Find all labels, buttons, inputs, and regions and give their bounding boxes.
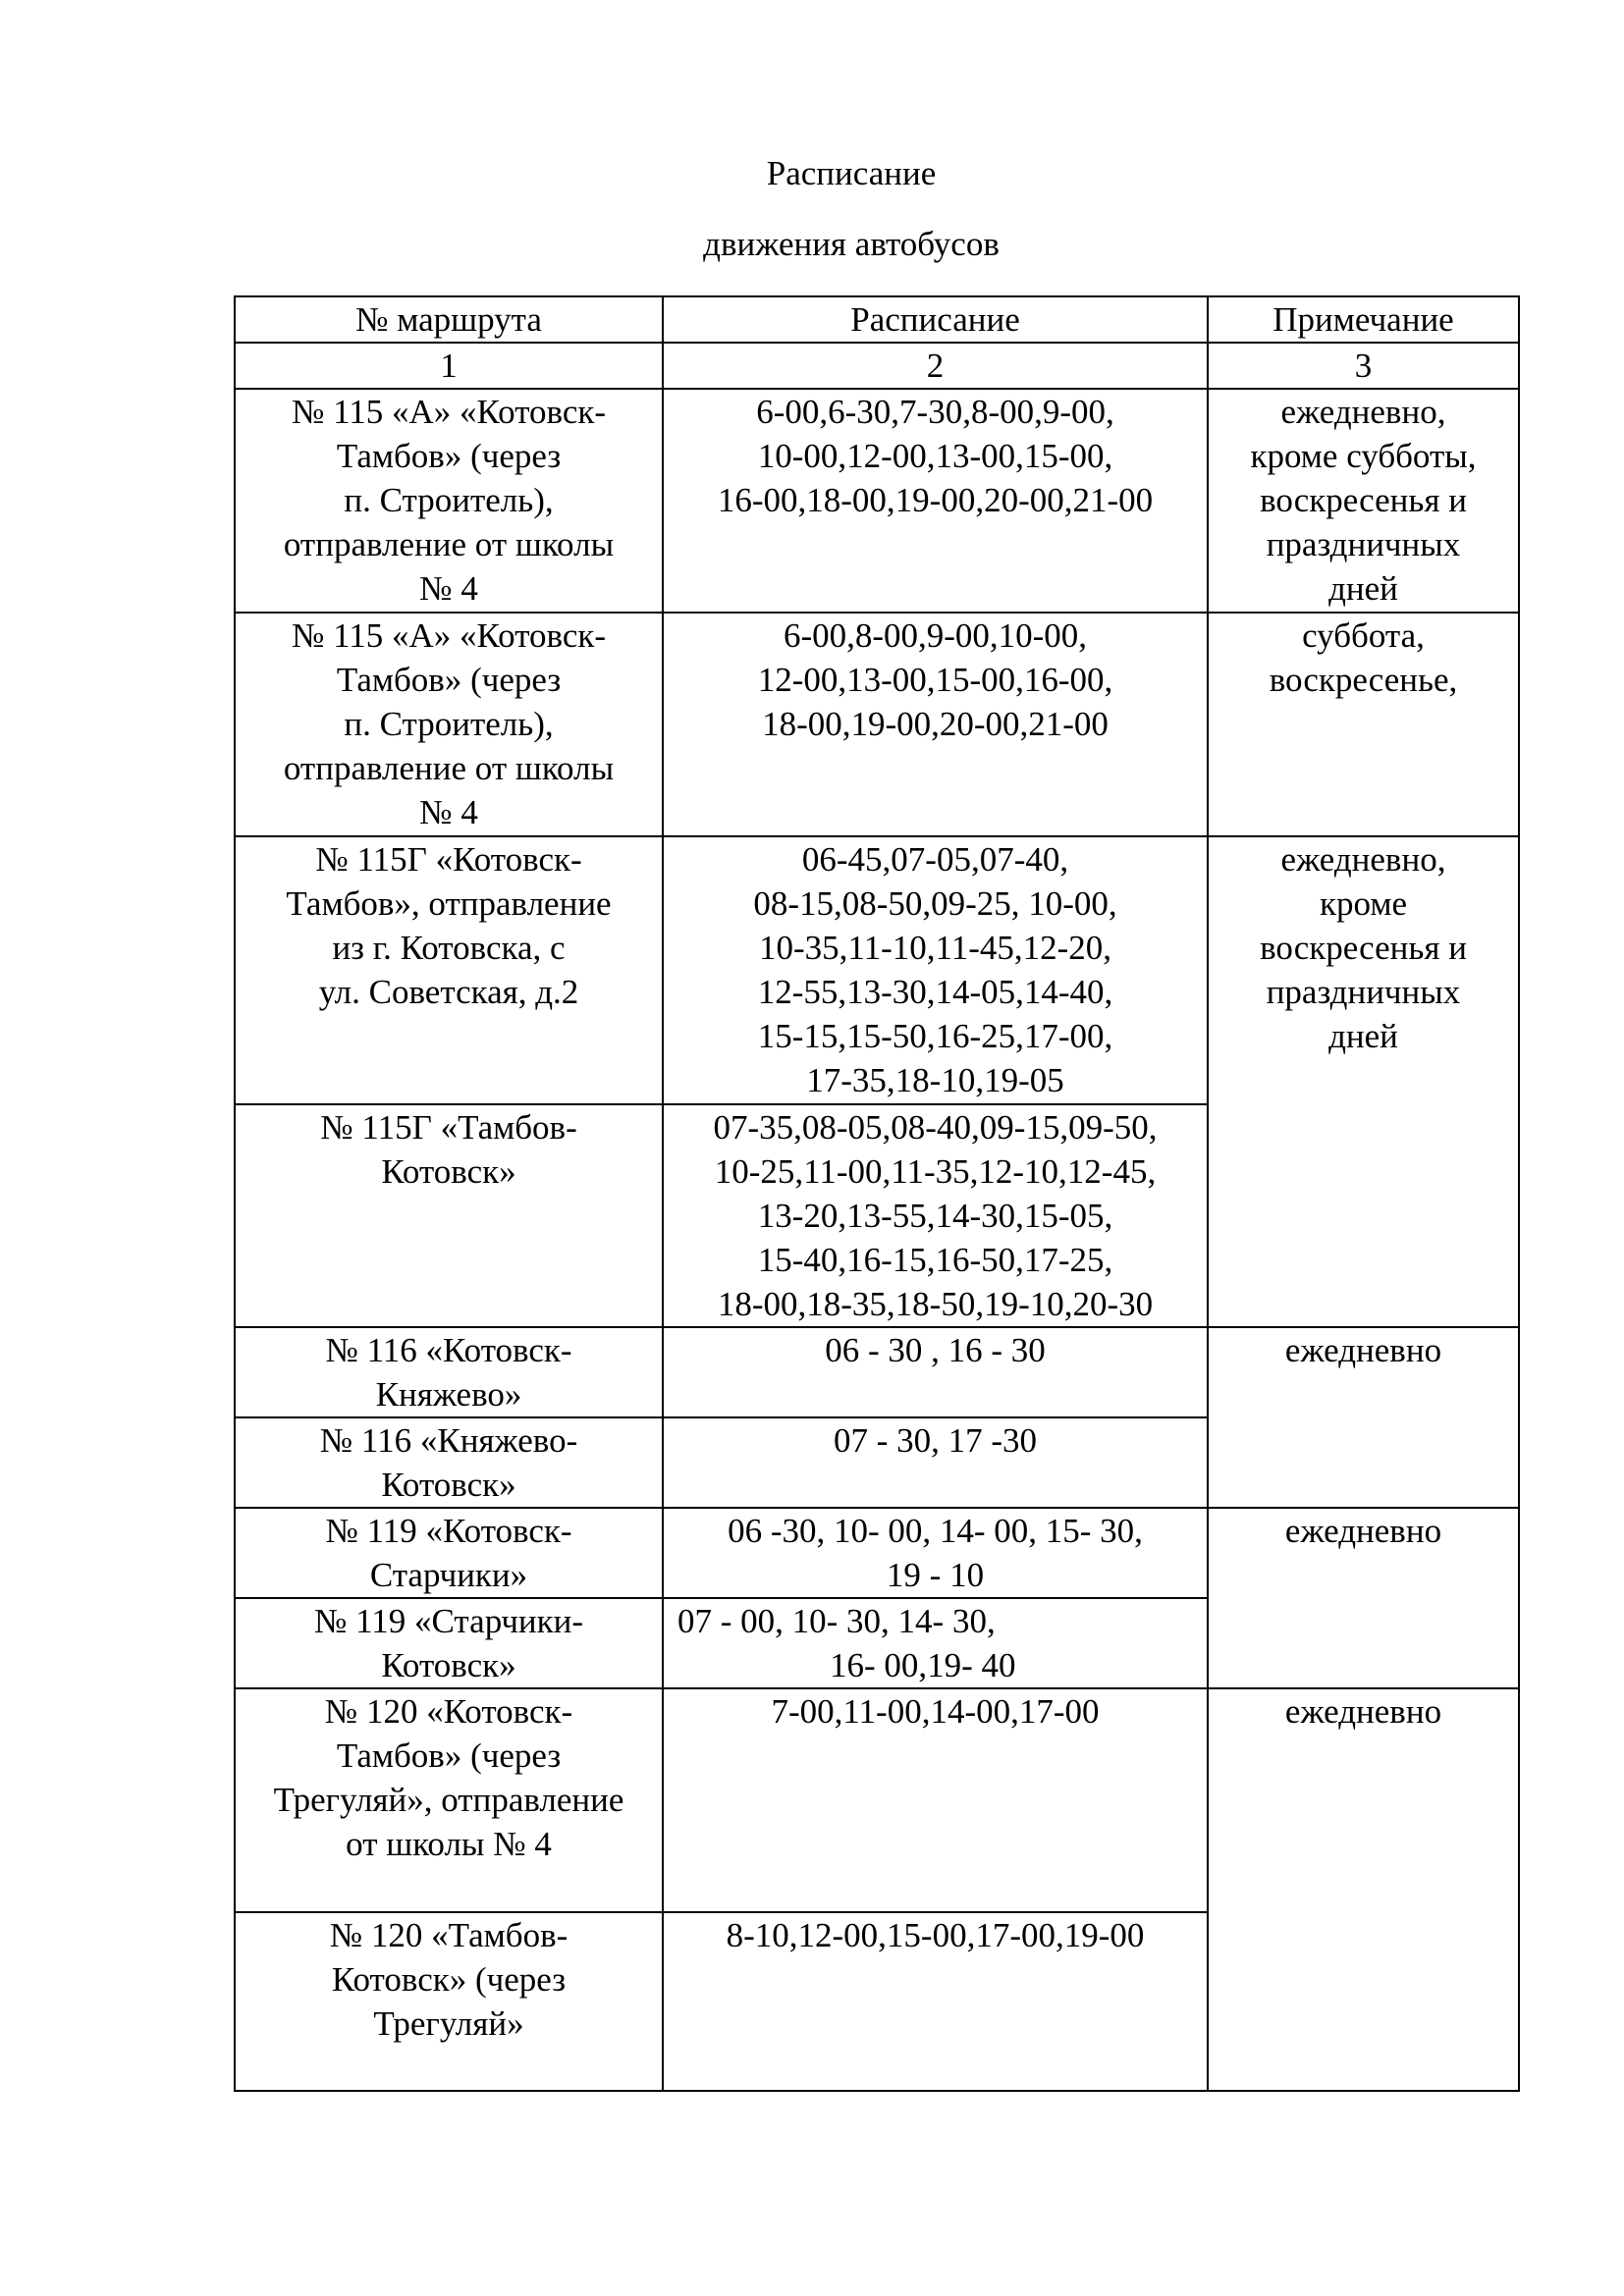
times-cell [663,613,1208,836]
note-cell [1208,1508,1519,1688]
times-cell [663,389,1208,613]
note-line: дней [1328,1017,1398,1055]
route-line: Трегуляй» [373,2004,524,2043]
times-line: 06 - 30 , 16 - 30 [825,1331,1046,1369]
times-cell [663,1912,1208,2091]
route-line: Княжево» [375,1375,522,1414]
route-line: № 4 [419,793,478,831]
times-line: 07 - 00, 10- 30, 14- 30, [677,1602,996,1640]
times-line: 17-35,18-10,19-05 [806,1061,1064,1099]
route-line: № 115 «А» «Котовск- [291,616,607,655]
note-line: ежедневно, [1280,840,1446,879]
route-cell [235,836,663,1104]
route-line: Котовск» [381,1152,516,1191]
route-line: № 4 [419,569,478,608]
times-line: 6-00,6-30,7-30,8-00,9-00, [756,393,1114,431]
note-line: ежедневно [1284,1692,1442,1731]
route-line: Тамбов» (через [336,661,562,699]
times-cell [663,1508,1208,1598]
route-line: № 115Г «Котовск- [315,840,582,879]
times-line: 6-00,8-00,9-00,10-00, [783,616,1088,655]
header-row [235,296,1519,343]
times-cell [663,1598,1208,1688]
note-line: дней [1328,569,1398,608]
route-line: Тамбов» (через [336,437,562,475]
times-line: 15-40,16-15,16-50,17-25, [757,1241,1113,1279]
note-line: воскресенья и [1260,481,1467,519]
route-line: № 119 «Котовск- [325,1512,572,1550]
times-line: 15-15,15-50,16-25,17-00, [757,1017,1113,1055]
note-cell [1208,389,1519,613]
times-cell [663,1417,1208,1508]
table-row [235,1327,1519,1417]
route-line: № 116 «Княжево- [319,1421,578,1460]
times-line: 06-45,07-05,07-40, [801,840,1069,879]
route-line: Старчики» [369,1556,528,1594]
times-line: 7-00,11-00,14-00,17-00 [771,1692,1100,1731]
times-line: 08-15,08-50,09-25, 10-00, [753,884,1117,923]
column-number-row [235,343,1519,389]
times-line: 10-00,12-00,13-00,15-00, [757,437,1113,475]
times-line: 13-20,13-55,14-30,15-05, [757,1197,1113,1235]
column-number-1: 1 [235,343,663,389]
route-line: № 120 «Тамбов- [329,1916,568,1954]
note-line: суббота, [1302,616,1425,655]
route-line: № 115 «А» «Котовск- [291,393,607,431]
note-line: кроме субботы, [1250,437,1477,475]
page-subtitle: движения автобусов [703,225,1000,263]
route-cell [235,1598,663,1688]
note-line: ежедневно, [1280,393,1446,431]
table-row [235,1508,1519,1598]
column-number-2: 2 [663,343,1208,389]
header-schedule: Расписание [663,296,1208,343]
bus-schedule-table [234,295,1520,2092]
times-cell [663,836,1208,1104]
route-line: Трегуляй», отправление [273,1781,624,1819]
header-route: № маршрута [235,296,663,343]
route-line: от школы № 4 [346,1825,552,1863]
route-line: п. Строитель), [344,705,554,743]
route-cell [235,613,663,836]
route-line: Тамбов», отправление [286,884,612,923]
note-cell [1208,836,1519,1327]
route-line: из г. Котовска, с [332,929,566,967]
times-line: 16- 00,19- 40 [830,1646,1016,1684]
table-row [235,1688,1519,1912]
note-line: воскресенье, [1269,661,1458,699]
page-title: Расписание [766,154,937,192]
times-cell [663,1104,1208,1327]
route-cell [235,389,663,613]
note-line: воскресенья и [1260,929,1467,967]
route-line: Тамбов» (через [336,1736,562,1775]
route-cell [235,1688,663,1912]
column-number-3: 3 [1208,343,1519,389]
note-cell [1208,1688,1519,2091]
route-cell [235,1912,663,2091]
times-line: 12-55,13-30,14-05,14-40, [757,973,1113,1011]
route-cell [235,1417,663,1508]
times-cell [663,1327,1208,1417]
table-row [235,389,1519,613]
times-line: 16-00,18-00,19-00,20-00,21-00 [717,481,1154,519]
table-row [235,613,1519,836]
route-line: № 119 «Старчики- [313,1602,584,1640]
note-line: праздничных [1266,525,1461,563]
times-line: 07-35,08-05,08-40,09-15,09-50, [713,1108,1158,1147]
times-cell [663,1688,1208,1912]
route-cell [235,1327,663,1417]
route-line: № 120 «Котовск- [324,1692,573,1731]
note-line: кроме [1319,884,1408,923]
times-line: 8-10,12-00,15-00,17-00,19-00 [726,1916,1145,1954]
times-line: 07 - 30, 17 -30 [833,1421,1038,1460]
note-line: ежедневно [1284,1331,1442,1369]
route-cell [235,1104,663,1327]
note-cell [1208,1327,1519,1508]
note-line: праздничных [1266,973,1461,1011]
times-line: 06 -30, 10- 00, 14- 00, 15- 30, [728,1512,1143,1550]
route-line: отправление от школы [283,525,615,563]
times-line: 18-00,19-00,20-00,21-00 [762,705,1109,743]
times-line: 19 - 10 [886,1556,985,1594]
times-line: 10-25,11-00,11-35,12-10,12-45, [714,1152,1157,1191]
times-line: 12-00,13-00,15-00,16-00, [757,661,1113,699]
route-line: Котовск» [381,1466,516,1504]
route-line: п. Строитель), [344,481,554,519]
route-line: ул. Советская, д.2 [318,973,579,1011]
route-line: Котовск» [381,1646,516,1684]
note-cell [1208,613,1519,836]
route-cell [235,1508,663,1598]
note-line: ежедневно [1284,1512,1442,1550]
route-line: отправление от школы [283,749,615,787]
table-row [235,836,1519,1104]
route-line: № 115Г «Тамбов- [320,1108,577,1147]
times-line: 18-00,18-35,18-50,19-10,20-30 [717,1285,1154,1323]
route-line: Котовск» (через [331,1960,567,1999]
route-line: № 116 «Котовск- [325,1331,572,1369]
header-note: Примечание [1208,296,1519,343]
times-line: 10-35,11-10,11-45,12-20, [758,929,1112,967]
